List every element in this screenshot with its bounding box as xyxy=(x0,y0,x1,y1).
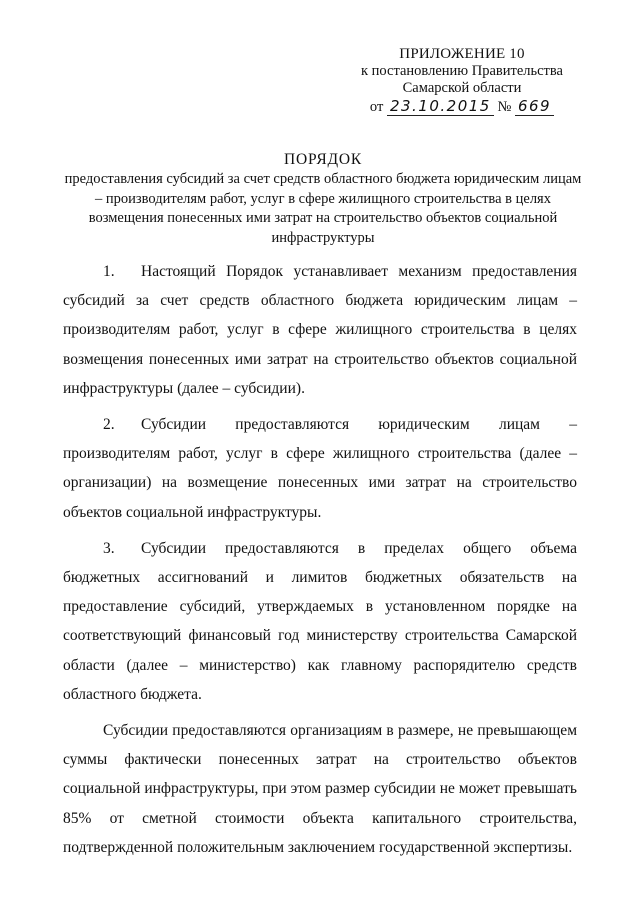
document-heading xyxy=(60,150,586,248)
paragraph-3 xyxy=(63,534,577,709)
paragraph-number: 2. xyxy=(103,416,115,434)
resolution-line: к постановлению Правительства xyxy=(361,63,563,79)
handwritten-date: 23.10.2015 xyxy=(387,97,494,116)
appendix-header xyxy=(332,46,592,116)
document-title: ПОРЯДОК xyxy=(283,151,363,168)
paragraph-1 xyxy=(63,257,577,403)
date-prefix: от xyxy=(369,99,384,115)
date-number-line xyxy=(332,98,592,116)
paragraph-text: Субсидии предоставляются юридическим лицам – производителям работ, услуг в сфере жилищного строительства (далее – организации) на возмещение понесенных ими затрат на строительство объектов социальной инфраструктуры. xyxy=(63,416,577,521)
region-line: Самарской области xyxy=(402,80,522,96)
appendix-label: ПРИЛОЖЕНИЕ 10 xyxy=(399,46,525,62)
paragraph-text: Настоящий Порядок устанавливает механизм предоставления субсидий за счет средств областного бюджета юридическим лицам – производителям работ, услуг в сфере жилищного строительства в целях возмещения понесенных ими затрат на строительство объектов социальной инфраструктуры (далее – субсидии). xyxy=(63,263,577,397)
paragraph-text: Субсидии предоставляются организациям в размере, не превышающем суммы фактически понесенных затрат на строительство объектов социальной инфраструктуры, при этом размер субсидии не может превышать 85% от сметной стоимости объекта капитального строительства, подтвержденной положительным заключением государственной экспертизы. xyxy=(63,722,577,856)
paragraph-text: Субсидии предоставляются в пределах общего объема бюджетных ассигнований и лимитов бюджетных обязательств на предоставление субсидий, утверждаемых в установленном порядке на соответствующий финансовый год министерству строительства Самарской области (далее – министерство) как главному распорядителю средств областного бюджета. xyxy=(63,539,577,703)
document-subtitle: предоставления субсидий за счет средств областного бюджета юридическим лицам – производителям работ, услуг в сфере жилищного строительства в целях возмещения понесенных ими затрат на строительство объектов социальной инфраструктуры xyxy=(64,171,582,246)
document-body xyxy=(63,257,577,862)
paragraph-4 xyxy=(63,716,577,862)
number-prefix: № xyxy=(497,99,512,115)
handwritten-number: 669 xyxy=(515,97,554,116)
paragraph-number: 1. xyxy=(103,263,115,280)
paragraph-number: 3. xyxy=(103,539,115,557)
paragraph-2 xyxy=(63,410,577,527)
